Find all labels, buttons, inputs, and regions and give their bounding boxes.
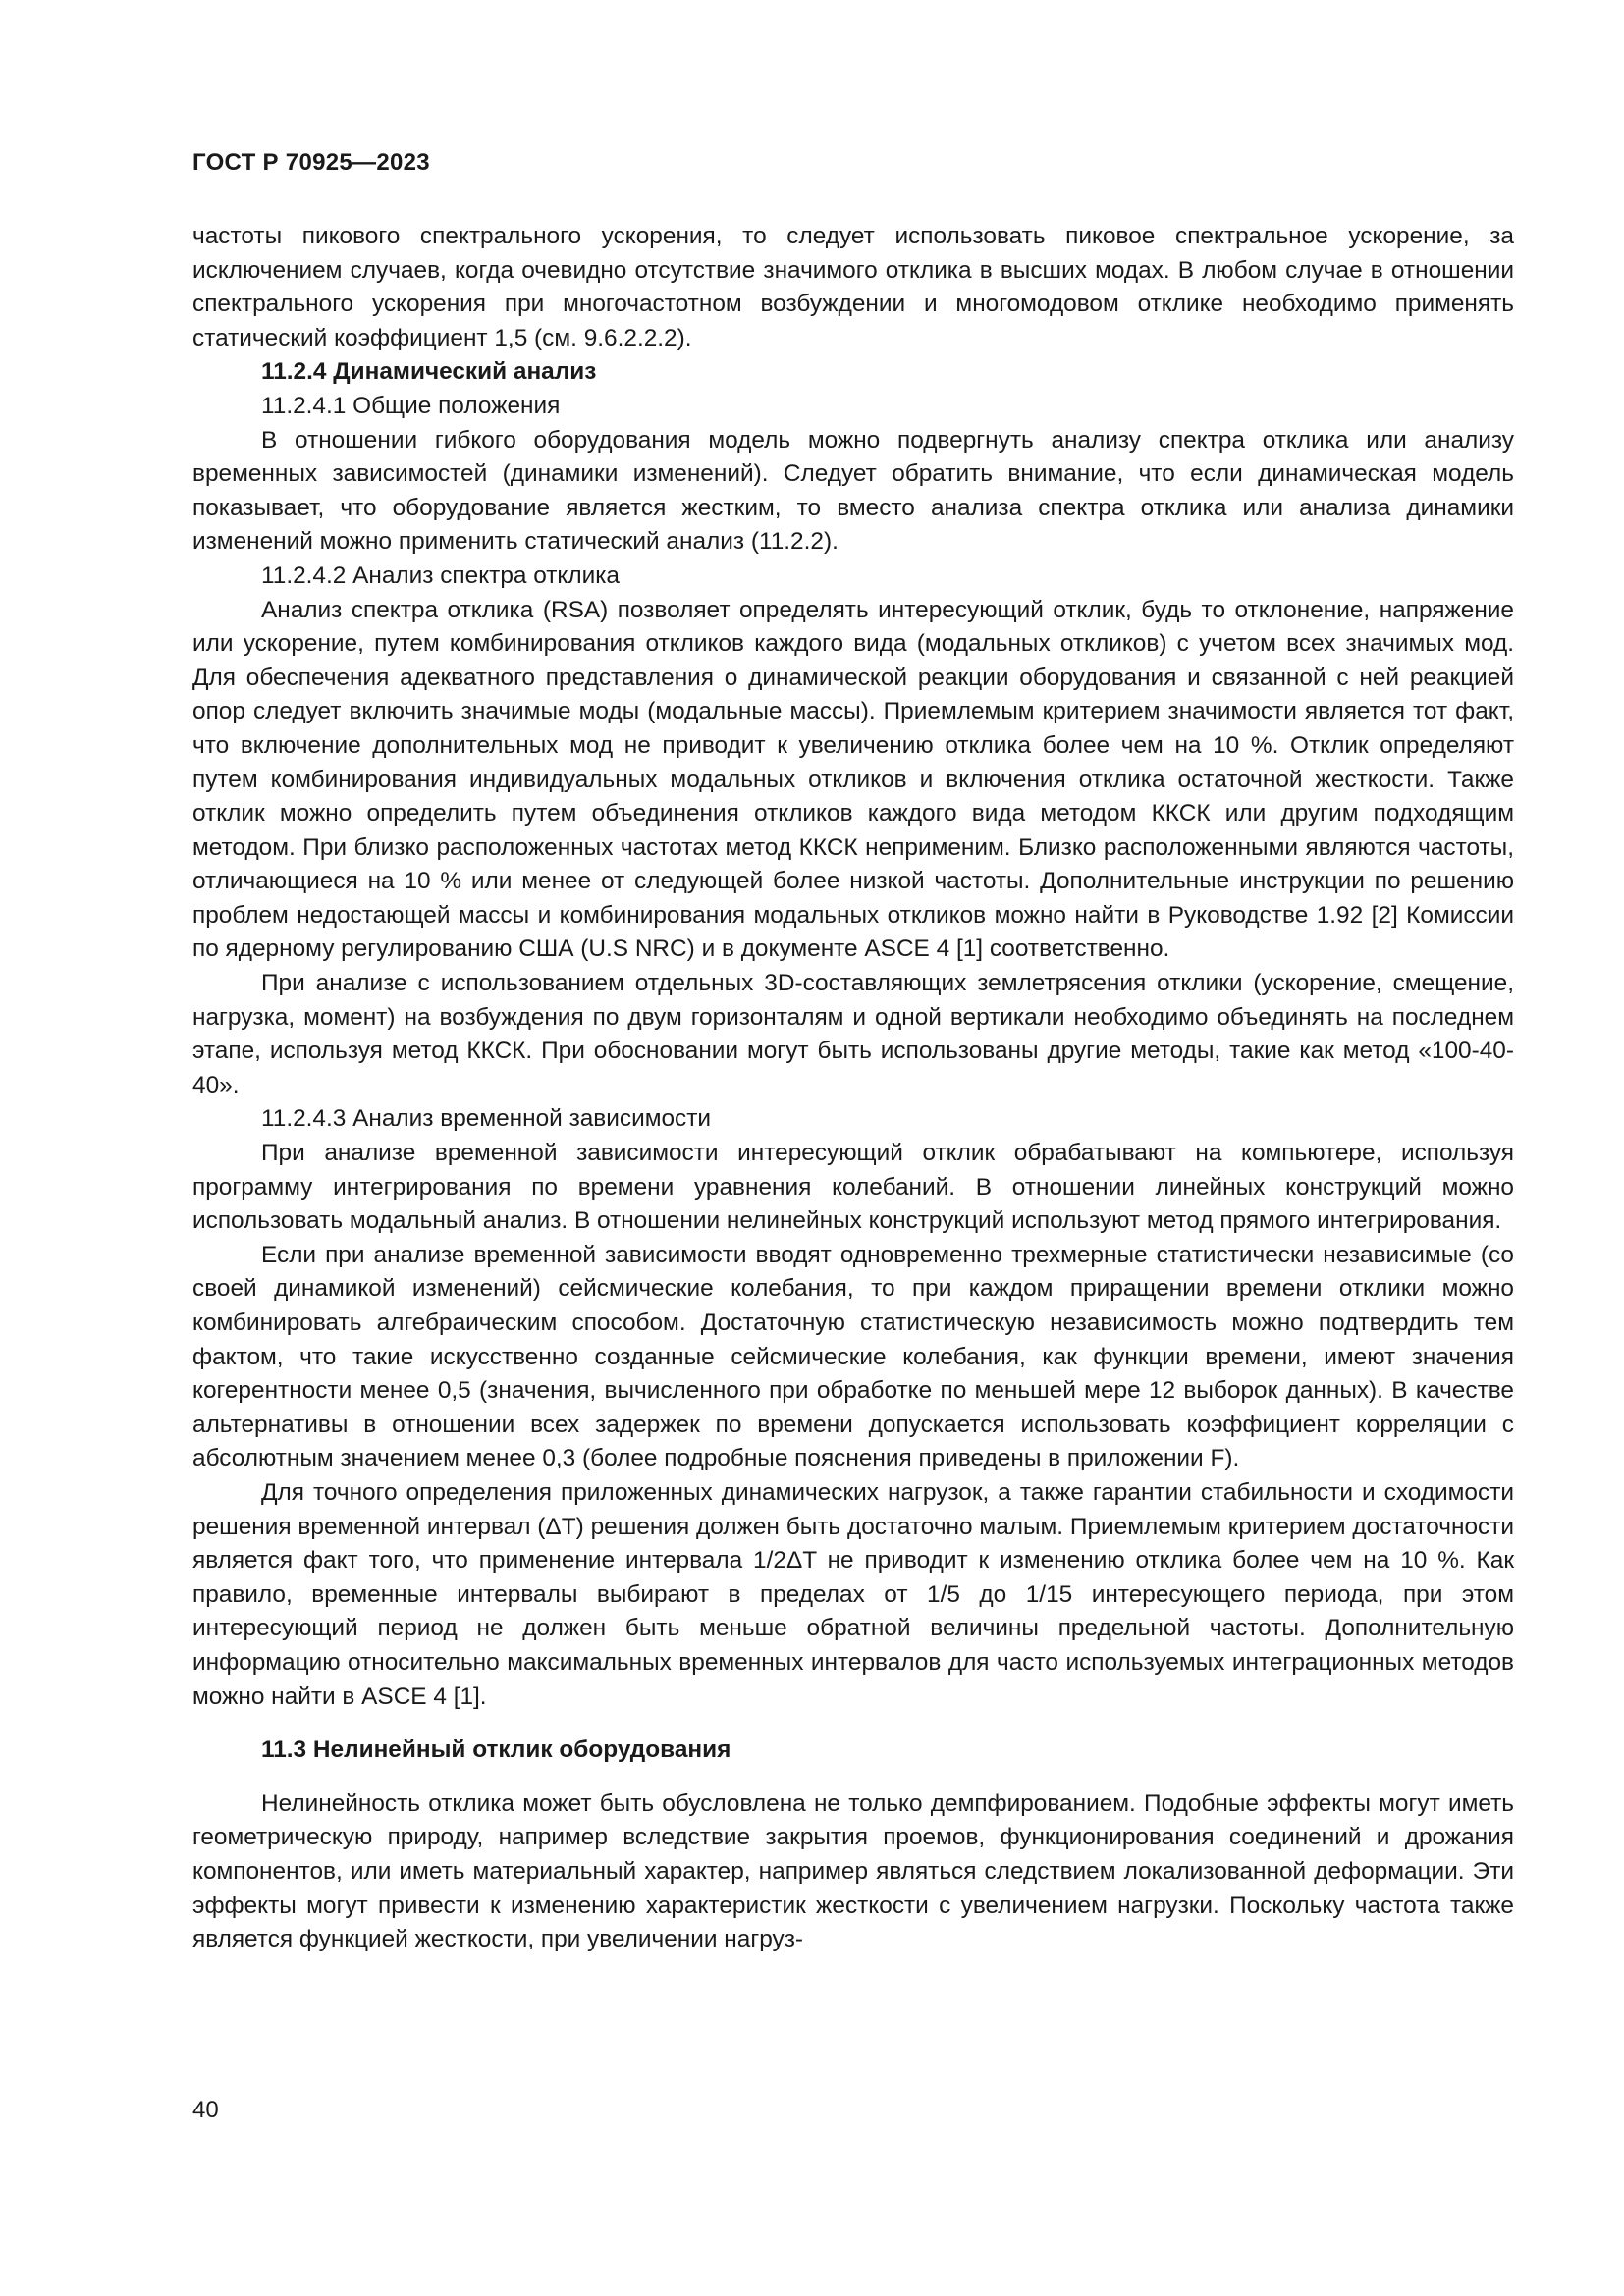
- paragraph-statistical-independence: Если при анализе временной зависимости вводят одновременно трехмерные статистически независимые (со своей динамикой изменений) сейсмические колебания, то при каждом приращении времени отклики можно комбинировать алгебраическим способом. Достаточную статистическую независимость можно подтвердить тем фактом, что такие искусственно созданные сейсмические колебания, как функции времени, имеют значения когерентности менее 0,5 (значения, вычисленного при обработке по меньшей мере 12 выборок данных). В качестве альтернативы в отношении всех задержек по времени допускается использовать коэффициент корреляции с абсолютным значением менее 0,3 (более подробные пояснения приведены в приложении F).: [192, 1241, 1514, 1472]
- paragraph-time-history: При анализе временной зависимости интересующий отклик обрабатывают на компьютере, используя программу интегрирования по времени уравнения колебаний. В отношении линейных конструкций можно использовать модальный анализ. В отношении нелинейных конструкций используют метод прямого интегрирования.: [192, 1140, 1514, 1235]
- subsection-heading-11-2-4-1: 11.2.4.1 Общие положения: [261, 392, 561, 419]
- paragraph-time-step: Для точного определения приложенных динамических нагрузок, а также гарантии стабильности и сходимости решения временной интервал (ΔT) решения должен быть достаточно малым. Приемлемым критерием достаточности является факт того, что применение интервала 1/2ΔT не приводит к изменению отклика более чем на 10 %. Как правило, временные интервалы выбирают в пределах от 1/5 до 1/15 интересующего периода, при этом интересующий период не должен быть меньше обратной величины предельной частоты. Дополнительную информацию относительно максимальных временных интервалов для часто используемых интеграционных методов можно найти в ASCE 4 [1].: [192, 1478, 1514, 1710]
- document-body: [192, 220, 1514, 1957]
- section-heading-11-2-4: 11.2.4 Динамический анализ: [261, 358, 597, 386]
- subsection-heading-11-2-4-2: 11.2.4.2 Анализ спектра отклика: [261, 561, 621, 589]
- document-code: ГОСТ Р 70925—2023: [192, 149, 430, 176]
- page-number: 40: [192, 2097, 219, 2123]
- paragraph-rsa: Анализ спектра отклика (RSA) позволяет определять интересующий отклик, будь то отклонение, напряжение или ускорение, путем комбинирования откликов каждого вида (модальных откликов) с учетом всех значимых мод. Для обеспечения адекватного представления о динамической реакции оборудования и связанной с ней реакцией опор следует включить значимые моды (модальные массы). Приемлемым критерием значимости является тот факт, что включение дополнительных мод не приводит к увеличению отклика более чем на 10 %. Отклик определяют путем комбинирования индивидуальных модальных откликов и включения отклика остаточной жесткости. Также отклик можно определить путем объединения откликов каждого вида методом ККСК или другим подходящим методом. При близко расположенных частотах метод ККСК неприменим. Близко расположенными являются частоты, отличающиеся на 10 % или менее от следующей более низкой частоты. Дополнительные инструкции по решению проблем недостающей массы и комбинирования модальных откликов можно найти в Руководстве 1.92 [2] Комиссии по ядерному регулированию США (U.S NRC) и в документе ASCE 4 [1] соответственно.: [192, 596, 1514, 963]
- paragraph-continuation: частоты пикового спектрального ускорения, то следует использовать пиковое спектральное ускорение, за исключением случаев, когда очевидно отсутствие значимого отклика в высших модах. В любом случае в отношении спектрального ускорения при многочастотном возбуждении и многомодовом отклике необходимо применять статический коэффициент 1,5 (см. 9.6.2.2.2).: [192, 223, 1514, 351]
- paragraph-nonlinearity: Нелинейность отклика может быть обусловлена не только демпфированием. Подобные эффекты могут иметь геометрическую природу, например вследствие закрытия проемов, функционирования соединений и дрожания компонентов, или иметь материальный характер, например являться следствием локализованной деформации. Эти эффекты могут привести к изменению характеристик жесткости с увеличением нагрузки. Поскольку частота также является функцией жесткости, при увеличении нагруз-: [192, 1789, 1514, 1953]
- subsection-heading-11-2-4-3: 11.2.4.3 Анализ временной зависимости: [261, 1105, 712, 1133]
- section-heading-11-3: 11.3 Нелинейный отклик оборудования: [261, 1736, 731, 1764]
- paragraph-3d-components: При анализе с использованием отдельных 3D-составляющих землетрясения отклики (ускорение, смещение, нагрузка, момент) на возбуждения по двум горизонталям и одной вертикали необходимо объединять на последнем этапе, используя метод ККСК. При обосновании могут быть использованы другие методы, такие как метод «100-40-40».: [192, 970, 1514, 1098]
- paragraph-flexible-equipment: В отношении гибкого оборудования модель можно подвергнуть анализу спектра отклика или анализу временных зависимостей (динамики изменений). Следует обратить внимание, что если динамическая модель показывает, что оборудование является жестким, то вместо анализа спектра отклика или анализа динамики изменений можно применить статический анализ (11.2.2).: [192, 426, 1514, 556]
